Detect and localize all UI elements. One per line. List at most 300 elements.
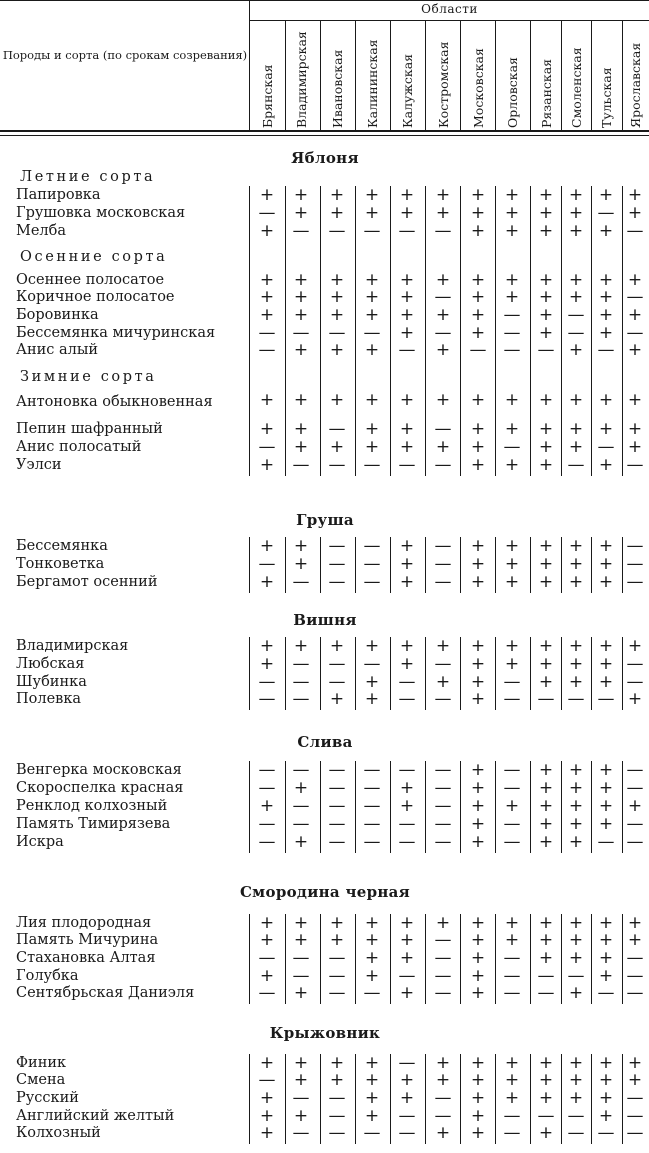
plus-mark: + xyxy=(364,185,380,205)
dash-mark: — xyxy=(626,948,644,968)
region-header-divider xyxy=(495,20,496,130)
plus-mark: + xyxy=(399,796,415,816)
plus-mark: + xyxy=(259,455,275,475)
dash-mark: — xyxy=(597,203,615,223)
dash-mark: — xyxy=(398,966,416,986)
column-divider xyxy=(460,1054,461,1144)
plus-mark: + xyxy=(598,270,614,290)
dash-mark: — xyxy=(398,455,416,475)
plus-mark: + xyxy=(538,814,554,834)
dash-mark: — xyxy=(626,1088,644,1108)
plus-mark: + xyxy=(435,270,451,290)
plus-mark: + xyxy=(598,672,614,692)
plus-mark: + xyxy=(568,930,584,950)
plus-mark: + xyxy=(259,270,275,290)
plus-mark: + xyxy=(538,554,554,574)
plus-mark: + xyxy=(435,1123,451,1143)
dash-mark: — xyxy=(363,554,381,574)
variety-name: Мелба xyxy=(16,223,67,239)
plus-mark: + xyxy=(399,305,415,325)
dash-mark: — xyxy=(292,760,310,780)
plus-mark: + xyxy=(329,636,345,656)
dash-mark: — xyxy=(363,1123,381,1143)
plus-mark: + xyxy=(435,390,451,410)
plus-mark: + xyxy=(470,930,486,950)
plus-mark: + xyxy=(399,983,415,1003)
region-header-divider xyxy=(622,20,623,130)
section-title: Груша xyxy=(296,511,354,529)
plus-mark: + xyxy=(538,323,554,343)
plus-mark: + xyxy=(598,1070,614,1090)
plus-mark: + xyxy=(399,437,415,457)
plus-mark: + xyxy=(568,270,584,290)
plus-mark: + xyxy=(470,832,486,852)
region-header: Калужская xyxy=(400,53,415,128)
plus-mark: + xyxy=(364,930,380,950)
dash-mark: — xyxy=(363,221,381,241)
plus-mark: + xyxy=(293,287,309,307)
dash-mark: — xyxy=(503,689,521,709)
plus-mark: + xyxy=(399,554,415,574)
plus-mark: + xyxy=(259,654,275,674)
region-header-divider xyxy=(320,20,321,130)
plus-mark: + xyxy=(568,419,584,439)
region-header-divider xyxy=(530,20,531,130)
plus-mark: + xyxy=(470,270,486,290)
variety-name: Папировка xyxy=(16,187,101,203)
column-divider xyxy=(355,761,356,853)
dash-mark: — xyxy=(328,778,346,798)
dash-mark: — xyxy=(328,536,346,556)
plus-mark: + xyxy=(293,1106,309,1126)
plus-mark: + xyxy=(293,270,309,290)
plus-mark: + xyxy=(329,437,345,457)
plus-mark: + xyxy=(364,689,380,709)
dash-mark: — xyxy=(434,832,452,852)
plus-mark: + xyxy=(598,814,614,834)
plus-mark: + xyxy=(627,340,643,360)
plus-mark: + xyxy=(568,654,584,674)
plus-mark: + xyxy=(293,1070,309,1090)
plus-mark: + xyxy=(470,1070,486,1090)
variety-name: Колхозный xyxy=(16,1125,101,1141)
variety-name: Стахановка Алтая xyxy=(16,950,156,966)
region-header-divider xyxy=(460,20,461,130)
dash-mark: — xyxy=(292,672,310,692)
dash-mark: — xyxy=(567,1123,585,1143)
plus-mark: + xyxy=(568,1053,584,1073)
plus-mark: + xyxy=(627,796,643,816)
dash-mark: — xyxy=(328,572,346,592)
dash-mark: — xyxy=(363,832,381,852)
plus-mark: + xyxy=(470,203,486,223)
variety-name: Лия плодородная xyxy=(16,915,152,931)
plus-mark: + xyxy=(538,796,554,816)
plus-mark: + xyxy=(504,636,520,656)
dash-mark: — xyxy=(328,814,346,834)
plus-mark: + xyxy=(470,323,486,343)
region-header-divider xyxy=(591,20,592,130)
dash-mark: — xyxy=(292,1123,310,1143)
column-divider xyxy=(249,914,250,1004)
dash-mark: — xyxy=(398,814,416,834)
plus-mark: + xyxy=(627,1053,643,1073)
column-divider xyxy=(249,637,250,710)
column-divider xyxy=(425,186,426,476)
dash-mark: — xyxy=(363,983,381,1003)
dash-mark: — xyxy=(626,287,644,307)
plus-mark: + xyxy=(470,390,486,410)
dash-mark: — xyxy=(258,760,276,780)
column-divider xyxy=(591,537,592,593)
plus-mark: + xyxy=(627,203,643,223)
plus-mark: + xyxy=(598,636,614,656)
dash-mark: — xyxy=(434,814,452,834)
dash-mark: — xyxy=(328,554,346,574)
plus-mark: + xyxy=(504,455,520,475)
variety-name: Искра xyxy=(16,834,64,850)
column-divider xyxy=(591,1054,592,1144)
column-divider xyxy=(320,761,321,853)
plus-mark: + xyxy=(504,1070,520,1090)
plus-mark: + xyxy=(329,689,345,709)
dash-mark: — xyxy=(626,221,644,241)
dash-mark: — xyxy=(363,455,381,475)
plus-mark: + xyxy=(598,796,614,816)
plus-mark: + xyxy=(598,654,614,674)
dash-mark: — xyxy=(258,689,276,709)
dash-mark: — xyxy=(363,536,381,556)
dash-mark: — xyxy=(363,814,381,834)
column-divider xyxy=(622,761,623,853)
dash-mark: — xyxy=(626,1123,644,1143)
plus-mark: + xyxy=(329,203,345,223)
plus-mark: + xyxy=(598,760,614,780)
dash-mark: — xyxy=(434,689,452,709)
dash-mark: — xyxy=(398,832,416,852)
plus-mark: + xyxy=(627,437,643,457)
variety-name: Смена xyxy=(16,1072,66,1088)
variety-name: Антоновка обыкновенная xyxy=(16,394,213,410)
dash-mark: — xyxy=(292,966,310,986)
dash-mark: — xyxy=(292,323,310,343)
dash-mark: — xyxy=(626,1106,644,1126)
dash-mark: — xyxy=(434,760,452,780)
plus-mark: + xyxy=(293,930,309,950)
dash-mark: — xyxy=(434,796,452,816)
dash-mark: — xyxy=(258,814,276,834)
column-divider xyxy=(495,761,496,853)
plus-mark: + xyxy=(364,1053,380,1073)
plus-mark: + xyxy=(598,930,614,950)
region-header: Ярославская xyxy=(628,42,643,128)
column-divider xyxy=(530,186,531,476)
plus-mark: + xyxy=(470,572,486,592)
plus-mark: + xyxy=(598,305,614,325)
column-divider xyxy=(622,1054,623,1144)
plus-mark: + xyxy=(329,270,345,290)
column-divider xyxy=(561,637,562,710)
header-bottom-rule-2 xyxy=(0,135,649,136)
column-divider xyxy=(390,761,391,853)
column-divider xyxy=(622,537,623,593)
dash-mark: — xyxy=(292,689,310,709)
variety-name: Шубинка xyxy=(16,674,87,690)
plus-mark: + xyxy=(259,636,275,656)
plus-mark: + xyxy=(364,1106,380,1126)
dash-mark: — xyxy=(434,778,452,798)
plus-mark: + xyxy=(470,778,486,798)
plus-mark: + xyxy=(364,913,380,933)
dash-mark: — xyxy=(434,287,452,307)
column-divider xyxy=(425,1054,426,1144)
dash-mark: — xyxy=(292,1088,310,1108)
plus-mark: + xyxy=(538,390,554,410)
dash-mark: — xyxy=(626,760,644,780)
plus-mark: + xyxy=(399,930,415,950)
dash-mark: — xyxy=(626,983,644,1003)
dash-mark: — xyxy=(398,689,416,709)
plus-mark: + xyxy=(627,1070,643,1090)
dash-mark: — xyxy=(363,323,381,343)
dash-mark: — xyxy=(398,760,416,780)
column-divider xyxy=(622,186,623,476)
region-header-divider xyxy=(355,20,356,130)
dash-mark: — xyxy=(328,455,346,475)
plus-mark: + xyxy=(293,340,309,360)
dash-mark: — xyxy=(626,572,644,592)
column-divider xyxy=(249,186,250,476)
region-header: Тульская xyxy=(599,67,614,128)
dash-mark: — xyxy=(503,323,521,343)
plus-mark: + xyxy=(259,1088,275,1108)
plus-mark: + xyxy=(627,636,643,656)
plus-mark: + xyxy=(329,390,345,410)
column-divider xyxy=(285,537,286,593)
plus-mark: + xyxy=(364,1088,380,1108)
variety-name: Ренклод колхозный xyxy=(16,798,168,814)
dash-mark: — xyxy=(626,455,644,475)
plus-mark: + xyxy=(399,654,415,674)
plus-mark: + xyxy=(598,948,614,968)
plus-mark: + xyxy=(568,1088,584,1108)
plus-mark: + xyxy=(538,305,554,325)
plus-mark: + xyxy=(538,270,554,290)
plus-mark: + xyxy=(470,689,486,709)
plus-mark: + xyxy=(504,185,520,205)
plus-mark: + xyxy=(598,1053,614,1073)
plus-mark: + xyxy=(538,1053,554,1073)
dash-mark: — xyxy=(469,340,487,360)
column-divider xyxy=(530,537,531,593)
plus-mark: + xyxy=(329,1053,345,1073)
plus-mark: + xyxy=(538,636,554,656)
column-divider xyxy=(425,761,426,853)
plus-mark: + xyxy=(364,636,380,656)
plus-mark: + xyxy=(568,572,584,592)
variety-name: Полевка xyxy=(16,691,82,707)
column-divider xyxy=(530,761,531,853)
plus-mark: + xyxy=(399,913,415,933)
column-divider xyxy=(285,1054,286,1144)
plus-mark: + xyxy=(598,1088,614,1108)
column-divider xyxy=(285,186,286,476)
plus-mark: + xyxy=(259,287,275,307)
dash-mark: — xyxy=(328,654,346,674)
plus-mark: + xyxy=(293,778,309,798)
variety-name: Финик xyxy=(16,1055,67,1071)
column-divider xyxy=(495,186,496,476)
dash-mark: — xyxy=(567,455,585,475)
plus-mark: + xyxy=(504,1053,520,1073)
variety-name: Бессемянка xyxy=(16,538,108,554)
dash-mark: — xyxy=(363,760,381,780)
plus-mark: + xyxy=(538,1070,554,1090)
group-subtitle: Осенние сорта xyxy=(20,249,168,265)
plus-mark: + xyxy=(364,270,380,290)
plus-mark: + xyxy=(399,390,415,410)
dash-mark: — xyxy=(363,572,381,592)
column-divider xyxy=(495,1054,496,1144)
variety-name: Русский xyxy=(16,1090,79,1106)
dash-mark: — xyxy=(503,778,521,798)
variety-name: Сентябрьская Даниэля xyxy=(16,985,195,1001)
plus-mark: + xyxy=(568,287,584,307)
plus-mark: + xyxy=(259,1123,275,1143)
plus-mark: + xyxy=(504,554,520,574)
plus-mark: + xyxy=(293,536,309,556)
plus-mark: + xyxy=(538,654,554,674)
dash-mark: — xyxy=(503,340,521,360)
plus-mark: + xyxy=(538,672,554,692)
plus-mark: + xyxy=(364,390,380,410)
column-divider xyxy=(425,914,426,1004)
column-divider xyxy=(320,914,321,1004)
plus-mark: + xyxy=(364,1070,380,1090)
variety-name: Пепин шафранный xyxy=(16,421,163,437)
plus-mark: + xyxy=(568,778,584,798)
column-divider xyxy=(460,637,461,710)
plus-mark: + xyxy=(504,221,520,241)
column-divider xyxy=(530,914,531,1004)
plus-mark: + xyxy=(259,536,275,556)
plus-mark: + xyxy=(470,948,486,968)
section-title: Яблоня xyxy=(291,149,359,167)
dash-mark: — xyxy=(398,672,416,692)
column-divider xyxy=(355,537,356,593)
dash-mark: — xyxy=(567,689,585,709)
plus-mark: + xyxy=(293,1053,309,1073)
plus-mark: + xyxy=(598,572,614,592)
column-divider xyxy=(591,914,592,1004)
plus-mark: + xyxy=(568,948,584,968)
column-divider xyxy=(591,186,592,476)
column-divider xyxy=(495,537,496,593)
plus-mark: + xyxy=(293,832,309,852)
dash-mark: — xyxy=(434,966,452,986)
dash-mark: — xyxy=(503,1106,521,1126)
variety-name: Грушовка московская xyxy=(16,205,186,221)
plus-mark: + xyxy=(627,270,643,290)
plus-mark: + xyxy=(538,536,554,556)
column-divider xyxy=(495,914,496,1004)
plus-mark: + xyxy=(259,185,275,205)
plus-mark: + xyxy=(435,305,451,325)
plus-mark: + xyxy=(538,203,554,223)
column-divider xyxy=(355,1054,356,1144)
dash-mark: — xyxy=(258,672,276,692)
dash-mark: — xyxy=(434,1088,452,1108)
column-divider xyxy=(561,537,562,593)
dash-mark: — xyxy=(328,832,346,852)
dash-mark: — xyxy=(363,654,381,674)
plus-mark: + xyxy=(293,913,309,933)
dash-mark: — xyxy=(328,966,346,986)
plus-mark: + xyxy=(364,340,380,360)
dash-mark: — xyxy=(292,221,310,241)
column-divider xyxy=(561,1054,562,1144)
column-divider xyxy=(320,637,321,710)
dash-mark: — xyxy=(567,305,585,325)
variety-name: Боровинка xyxy=(16,307,99,323)
dash-mark: — xyxy=(567,323,585,343)
dash-mark: — xyxy=(292,814,310,834)
column-divider xyxy=(285,637,286,710)
plus-mark: + xyxy=(364,287,380,307)
plus-mark: + xyxy=(598,1106,614,1126)
plus-mark: + xyxy=(598,554,614,574)
plus-mark: + xyxy=(538,455,554,475)
dash-mark: — xyxy=(537,340,555,360)
dash-mark: — xyxy=(626,966,644,986)
dash-mark: — xyxy=(503,983,521,1003)
dash-mark: — xyxy=(626,672,644,692)
column-divider xyxy=(561,186,562,476)
plus-mark: + xyxy=(504,270,520,290)
column-divider xyxy=(355,186,356,476)
variety-name: Венгерка московская xyxy=(16,762,182,778)
plus-mark: + xyxy=(538,760,554,780)
region-header: Орловская xyxy=(505,57,520,128)
dash-mark: — xyxy=(328,948,346,968)
dash-mark: — xyxy=(597,689,615,709)
plus-mark: + xyxy=(364,203,380,223)
plus-mark: + xyxy=(293,203,309,223)
plus-mark: + xyxy=(627,930,643,950)
variety-name: Любская xyxy=(16,656,85,672)
dash-mark: — xyxy=(328,672,346,692)
plus-mark: + xyxy=(329,930,345,950)
column-divider xyxy=(249,537,250,593)
plus-mark: + xyxy=(627,305,643,325)
column-divider xyxy=(425,637,426,710)
dash-mark: — xyxy=(258,203,276,223)
plus-mark: + xyxy=(470,913,486,933)
plus-mark: + xyxy=(364,948,380,968)
plus-mark: + xyxy=(399,270,415,290)
variety-name: Бергамот осенний xyxy=(16,574,158,590)
dash-mark: — xyxy=(597,1123,615,1143)
dash-mark: — xyxy=(328,221,346,241)
plus-mark: + xyxy=(435,672,451,692)
dash-mark: — xyxy=(626,554,644,574)
dash-mark: — xyxy=(398,1053,416,1073)
dash-mark: — xyxy=(328,760,346,780)
column-divider xyxy=(460,761,461,853)
region-header: Московская xyxy=(471,48,486,128)
plus-mark: + xyxy=(568,390,584,410)
plus-mark: + xyxy=(504,913,520,933)
